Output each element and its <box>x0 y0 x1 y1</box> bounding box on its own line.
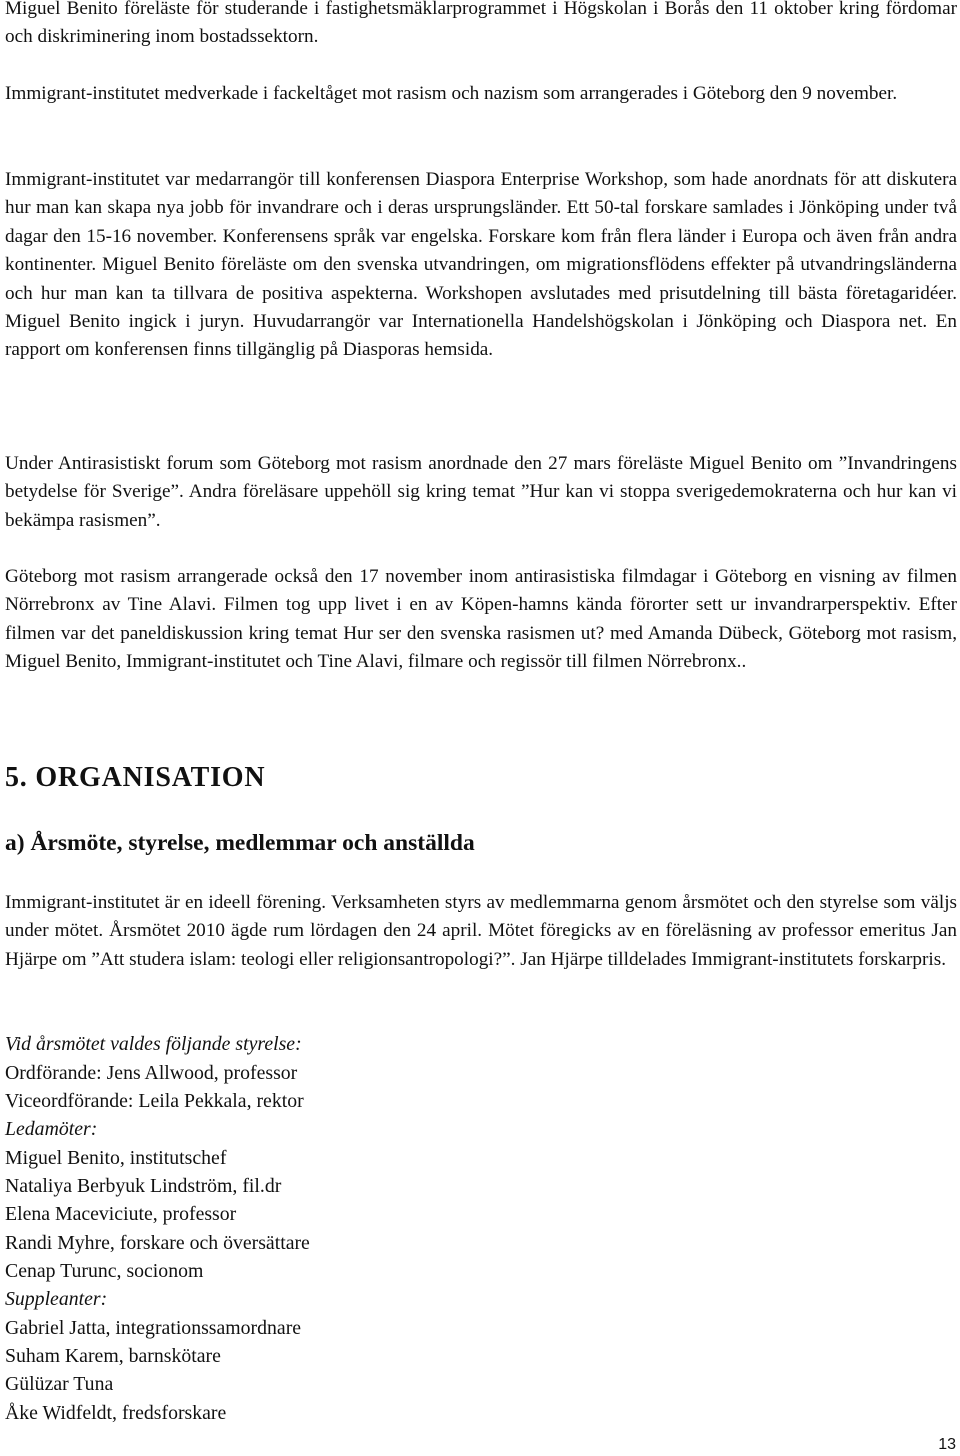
section-heading: 5. ORGANISATION <box>5 762 266 793</box>
board-member: Cenap Turunc, socionom <box>5 1260 204 1282</box>
board-member: Randi Myhre, forskare och översättare <box>5 1232 310 1254</box>
board-deputy: Suham Karem, barnskötare <box>5 1345 221 1367</box>
paragraph-film-screening: Göteborg mot rasism arrangerade också den 17 november inom antirasistiska filmdagar i Göteborg en visning av filmen Nörrebronx av Tine Alavi. Filmen tog upp livet i en av Köpen-hamns kända förorter sett ur invandrarperspektiv. Efter filmen var det paneldiskussion kring temat Hur ser den svenska rasismen ut? med Amanda Dübeck, Göteborg mot rasism, Miguel Benito, Immigrant-institutet och Tine Alavi, filmare och regissör till filmen Nörrebronx.. <box>5 566 957 673</box>
board-deputies-label: Suppleanter: <box>5 1288 108 1310</box>
board-deputy: Gülüzar Tuna <box>5 1373 114 1395</box>
board-deputy: Gabriel Jatta, integrationssamordnare <box>5 1317 302 1339</box>
paragraph-diaspora-workshop: Immigrant-institutet var medarrangör till konferensen Diaspora Enterprise Workshop, som hade anordnats för att diskutera hur man kan skapa nya jobb för invandrare och i deras ursprungsländer. Ett 50-tal forskare samlades i Jönköping under två dagar den 15-16 november. Konferensens språk var engelska. Forskare kom från flera länder i Europa och även från andra kontinenter. Miguel Benito föreläste om den svenska utvandringen, om migrationsflödens effekter på utvandringsländerna och hur man kan ta tillvara de positiva aspekterna. Workshopen avslutades med prisutdelning till bästa företagaridéer. Miguel Benito ingick i juryn. Huvudarrangör var Internationella Handelshögskolan i Jönköping och Diaspora net. En rapport om konferensen finns tillgänglig på Diasporas hemsida. <box>5 169 957 361</box>
board-deputy: Åke Widfeldt, fredsforskare <box>5 1402 227 1424</box>
paragraph-torch-march: Immigrant-institutet medverkade i fackeltåget mot rasism och nazism som arrangerades i Göteborg den 9 november. <box>5 83 898 104</box>
paragraph-borås-lecture: Miguel Benito föreläste för studerande i fastighetsmäklarprogrammet i Högskolan i Borås den 11 oktober kring fördomar och diskriminering inom bostadssektorn. <box>5 0 957 48</box>
board-intro: Vid årsmötet valdes följande styrelse: <box>5 1033 302 1055</box>
paragraph-antiracist-forum: Under Antirasistiskt forum som Göteborg mot rasism anordnade den 27 mars föreläste Miguel Benito om ”Invandringens betydelse för Sverige”. Andra föreläsare uppehöll sig kring temat ”Hur kan vi stoppa sverigedemokraterna och hur kan vi bekämpa rasismen”. <box>5 453 957 531</box>
board-member: Miguel Benito, institutschef <box>5 1147 227 1169</box>
board-vice-chair: Viceordförande: Leila Pekkala, rektor <box>5 1090 304 1112</box>
board-member: Elena Maceviciute, professor <box>5 1203 237 1225</box>
paragraph-annual-meeting: Immigrant-institutet är en ideell förening. Verksamheten styrs av medlemmarna genom årsmötet och den styrelse som väljs under mötet. Årsmötet 2010 ägde rum lördagen den 24 april. Mötet föregicks av en föreläsning av professor emeritus Jan Hjärpe om ”Att studera islam: teologi eller religionsantropologi?”. Jan Hjärpe tilldelades Immigrant-institutets forskarpris. <box>5 892 957 970</box>
page-number: 13 <box>938 1436 956 1453</box>
board-member: Nataliya Berbyuk Lindström, fil.dr <box>5 1175 282 1197</box>
subsection-heading: a) Årsmöte, styrelse, medlemmar och anställda <box>5 830 475 856</box>
board-members-label: Ledamöter: <box>5 1118 98 1140</box>
board-chair: Ordförande: Jens Allwood, professor <box>5 1062 298 1084</box>
